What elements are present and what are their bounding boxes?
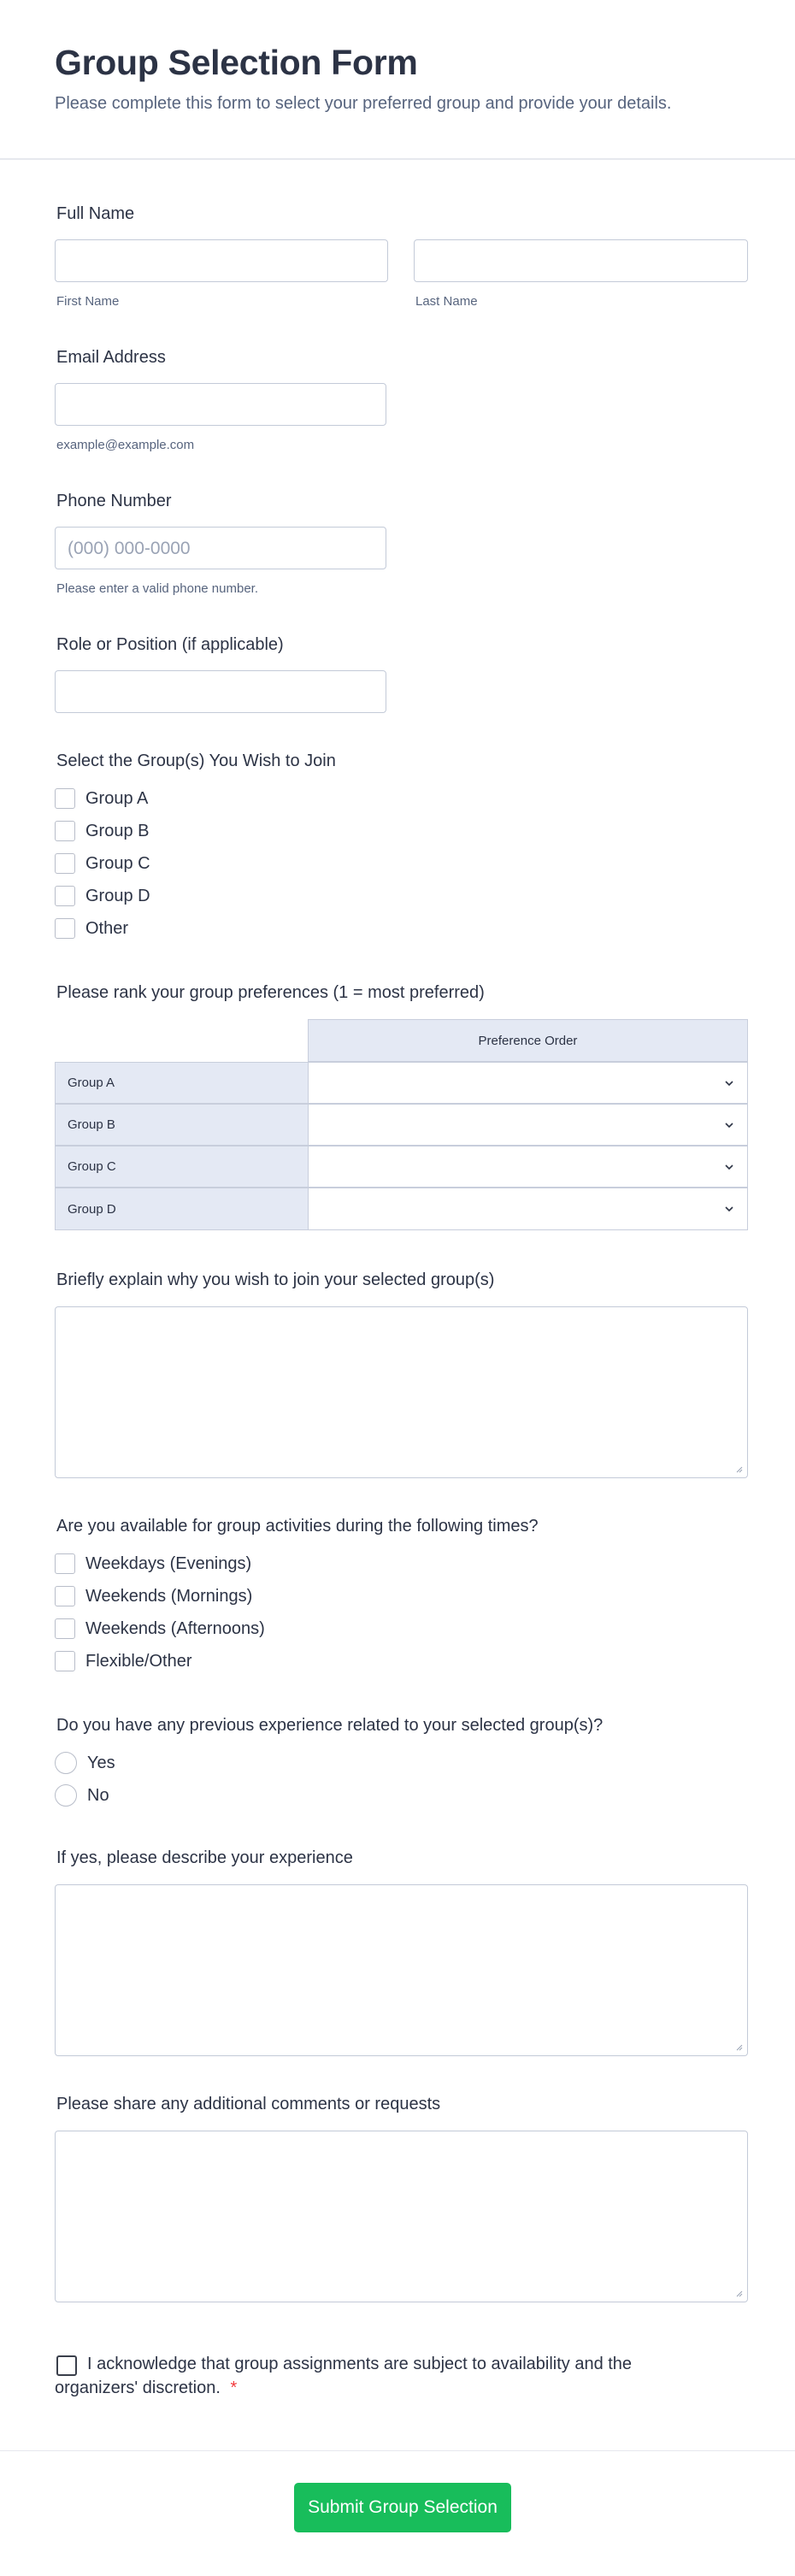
availability-label: Are you available for group activities during the following times? xyxy=(56,1517,539,1536)
chevron-down-icon xyxy=(723,1079,735,1087)
phone-placeholder: (000) 000-0000 xyxy=(68,539,191,558)
groups-label: Select the Group(s) You Wish to Join xyxy=(56,752,336,770)
acknowledge-line-2 xyxy=(55,2379,237,2398)
checkbox[interactable] xyxy=(55,788,75,809)
group-option-d[interactable] xyxy=(55,886,150,906)
checkbox[interactable] xyxy=(55,853,75,874)
radio-button[interactable] xyxy=(55,1784,77,1807)
matrix-row-label-d: Group D xyxy=(55,1188,309,1230)
phone-input[interactable] xyxy=(55,527,386,569)
option-label: Group B xyxy=(85,821,150,840)
column-header-text: Preference Order xyxy=(478,1033,578,1048)
checkbox[interactable] xyxy=(55,1618,75,1639)
option-label: Flexible/Other xyxy=(85,1651,192,1671)
acknowledge-checkbox[interactable] xyxy=(56,2355,77,2376)
acknowledge-text: organizers' discretion. xyxy=(55,2379,221,2397)
group-option-c[interactable] xyxy=(55,853,150,874)
option-label: Weekends (Mornings) xyxy=(85,1586,253,1606)
ranking-label: Please rank your group preferences (1 = most preferred) xyxy=(56,983,485,1002)
matrix-row-label-b: Group B xyxy=(55,1104,309,1146)
role-input[interactable] xyxy=(55,670,386,713)
availability-option-weekend-afternoons[interactable] xyxy=(55,1618,265,1639)
option-label: Weekends (Afternoons) xyxy=(85,1618,265,1638)
phone-sublabel: Please enter a valid phone number. xyxy=(56,581,258,596)
chevron-down-icon xyxy=(723,1121,735,1129)
checkbox[interactable] xyxy=(55,1586,75,1606)
phone-label: Phone Number xyxy=(56,492,172,510)
role-label: Role or Position (if applicable) xyxy=(56,635,284,654)
option-label: Group A xyxy=(85,788,149,808)
option-label: Other xyxy=(85,918,129,938)
experience-option-no[interactable] xyxy=(55,1784,109,1807)
last-name-input[interactable] xyxy=(414,239,748,282)
group-option-a[interactable] xyxy=(55,788,148,809)
last-name-sublabel: Last Name xyxy=(415,294,478,309)
radio-button[interactable] xyxy=(55,1752,77,1774)
first-name-sublabel: First Name xyxy=(56,294,120,309)
resize-handle-icon[interactable] xyxy=(734,2043,743,2051)
resize-handle-icon[interactable] xyxy=(734,1465,743,1473)
experience-label: Do you have any previous experience related to your selected group(s)? xyxy=(56,1716,604,1735)
full-name-label: Full Name xyxy=(56,204,135,223)
preference-select-c[interactable] xyxy=(308,1146,748,1188)
preference-select-a[interactable] xyxy=(308,1062,748,1104)
matrix-row-label-c: Group C xyxy=(55,1146,309,1188)
availability-option-flexible[interactable] xyxy=(55,1651,192,1671)
reason-textarea[interactable] xyxy=(55,1306,748,1478)
email-sublabel: example@example.com xyxy=(56,438,195,452)
preference-select-b[interactable] xyxy=(308,1104,748,1146)
experience-detail-label: If yes, please describe your experience xyxy=(56,1848,353,1867)
option-label: Group C xyxy=(85,853,150,873)
chevron-down-icon xyxy=(723,1205,735,1213)
reason-label: Briefly explain why you wish to join your selected group(s) xyxy=(56,1270,495,1289)
experience-option-yes[interactable] xyxy=(55,1752,115,1774)
submit-button[interactable] xyxy=(294,2483,511,2532)
option-label: No xyxy=(87,1785,109,1805)
comments-label: Please share any additional comments or requests xyxy=(56,2095,441,2113)
availability-option-weekday-evenings[interactable] xyxy=(55,1553,251,1574)
first-name-input[interactable] xyxy=(55,239,388,282)
experience-detail-textarea[interactable] xyxy=(55,1884,748,2056)
group-option-other[interactable] xyxy=(55,918,128,939)
page-title: Group Selection Form xyxy=(55,43,418,82)
checkbox[interactable] xyxy=(55,1553,75,1574)
option-label: Group D xyxy=(85,886,150,905)
matrix-row-label-a: Group A xyxy=(55,1062,309,1104)
preference-select-d[interactable] xyxy=(308,1188,748,1230)
acknowledge-line-1: I acknowledge that group assignments are subject to availability and the xyxy=(87,2355,633,2373)
checkbox[interactable] xyxy=(55,1651,75,1671)
option-label: Weekdays (Evenings) xyxy=(85,1553,252,1573)
email-input[interactable] xyxy=(55,383,386,426)
submit-label: Submit Group Selection xyxy=(308,2497,498,2517)
resize-handle-icon[interactable] xyxy=(734,2289,743,2297)
checkbox[interactable] xyxy=(55,821,75,841)
chevron-down-icon xyxy=(723,1163,735,1170)
group-option-b[interactable] xyxy=(55,821,149,841)
comments-textarea[interactable] xyxy=(55,2131,748,2302)
page-subtitle: Please complete this form to select your preferred group and provide your details. xyxy=(55,94,672,113)
option-label: Yes xyxy=(87,1753,115,1772)
header-divider xyxy=(0,158,795,160)
availability-option-weekend-mornings[interactable] xyxy=(55,1586,252,1606)
email-label: Email Address xyxy=(56,348,166,367)
required-marker: * xyxy=(230,2379,238,2397)
checkbox[interactable] xyxy=(55,886,75,906)
footer-divider xyxy=(0,2450,795,2451)
checkbox[interactable] xyxy=(55,918,75,939)
matrix-column-header xyxy=(308,1019,748,1062)
